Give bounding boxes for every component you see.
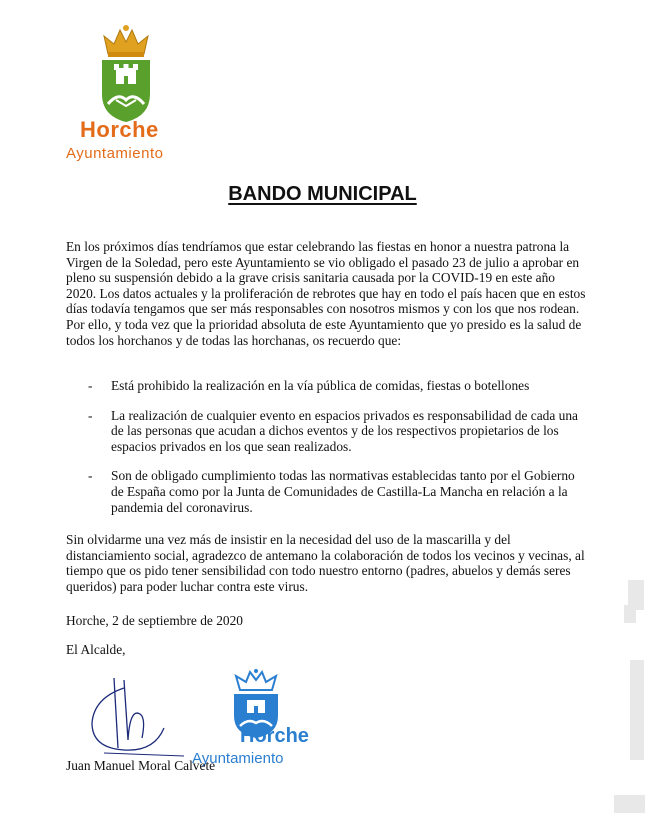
org-subtitle: Ayuntamiento xyxy=(66,145,164,162)
list-item xyxy=(66,468,586,515)
list-item xyxy=(66,408,586,455)
scan-artifact xyxy=(630,660,644,760)
bullet-marker: - xyxy=(88,468,93,484)
scan-artifact xyxy=(624,605,636,623)
list-item-text: La realización de cualquier evento en espacios privados es responsabilidad de cada una de las personas que acudan a dichos eventos y de los respectivos propietarios de los espacios privados en los que sean realizados. xyxy=(111,407,578,454)
stamp-org-subtitle: Ayuntamiento xyxy=(192,750,284,767)
scan-artifact xyxy=(614,795,645,813)
signature-icon xyxy=(84,668,204,763)
org-name: Horche xyxy=(80,117,159,142)
bullet-marker: - xyxy=(88,407,93,423)
list-item-text: Son de obligado cumplimiento todas las normativas establecidas tanto por el Gobierno de España como por la Junta de Comunidades de Castilla-La Mancha en relación a la pandemia del coronavirus. xyxy=(111,468,575,515)
bullet-marker: - xyxy=(88,378,93,393)
list-item xyxy=(66,378,586,394)
date-line: Horche, 2 de septiembre de 2020 xyxy=(66,613,243,628)
signer-name: Juan Manuel Moral Calvete xyxy=(66,758,216,773)
coat-of-arms-icon xyxy=(94,24,158,124)
closing-paragraph: Sin olvidarme una vez más de insistir en la necesidad del uso de la mascarilla y del distanciamiento social, agradezco de antemano la colaboración de todos los vecinos y vecinas, al tiempo que os pido tener sensibilidad con todo nuestro entorno (padres, abuelos y demás seres queridos) para poder luchar contra este virus. xyxy=(66,532,585,594)
rules-list xyxy=(66,378,586,529)
mayor-label: El Alcalde, xyxy=(66,642,126,657)
document-title: BANDO MUNICIPAL xyxy=(228,183,417,205)
list-item-text: Está prohibido la realización en la vía pública de comidas, fiestas o botellones xyxy=(111,378,530,393)
stamp-org-name: Horche xyxy=(240,725,309,747)
intro-paragraph: En los próximos días tendríamos que estar celebrando las fiestas en honor a nuestra patrona la Virgen de la Soledad, pero este Ayuntamiento se vio obligado el pasado 23 de julio a aprobar en pleno su suspensión debido a la grave crisis sanitaria causada por la COVID-19 en este año 2020. Los datos actuales y la proliferación de rebrotes que hay en todo el país hacen que en estos días todavía tengamos que ser más responsables con nosotros mismos y con los que nos rodean. Por ello, y toda vez que la prioridad absoluta de este Ayuntamiento que yo presido es la salud de todos los horchanos y de todas las horchanas, os recuerdo que: xyxy=(66,239,586,348)
